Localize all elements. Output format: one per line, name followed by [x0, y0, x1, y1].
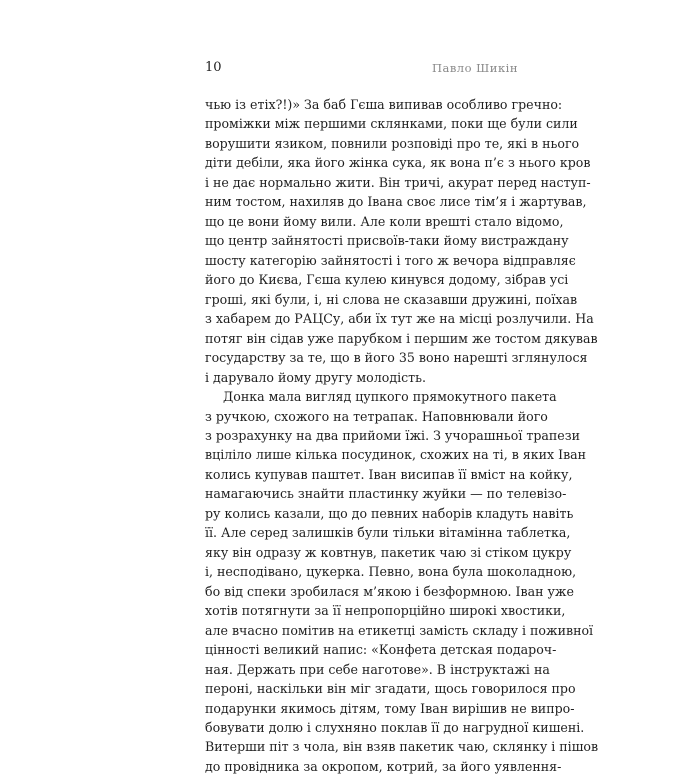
text-line: гроші, які були, і, ні слова не сказавши дружині, поїхав — [205, 291, 578, 307]
text-line: намагаючись знайти пластинку жуйки — по телевізо- — [205, 486, 567, 502]
text-line: проміжки між першими склянками, поки ще були сили — [205, 116, 578, 132]
text-line: з розрахунку на два прийоми їжі. З учорашньої трапези — [205, 427, 581, 443]
text-line: і дарувало йому другу молодість. — [205, 369, 426, 385]
text-line: і, несподівано, цукерка. Певно, вона була шоколадною, — [205, 564, 577, 580]
text-line: його до Києва, Гєша кулею кинувся додому, зібрав усі — [205, 272, 569, 288]
page-number: 10 — [205, 60, 222, 75]
text-line: яку він одразу ж ковтнув, пакетик чаю зі стіком цукру — [205, 544, 572, 560]
text-line: з хабарем до РАЦСу, аби їх тут же на місці розлучили. На — [205, 311, 594, 327]
text-line: Витерши піт з чола, він взяв пакетик чаю, склянку і пішов — [205, 739, 599, 755]
text-line: бо від спеки зробилася м’якою і безформною. Іван уже — [205, 583, 574, 599]
page-header — [205, 60, 518, 78]
text-line: потяг він сідав уже парубком і першим же тостом дякував — [205, 330, 598, 346]
text-line: чью із етіх?!)» За баб Гєша випивав особливо гречно: — [205, 97, 563, 112]
text-line: що центр зайнятості присвоїв-таки йому вистраждану — [205, 233, 569, 249]
text-line: шосту категорію зайнятості і того ж вечора відправляє — [205, 252, 576, 268]
text-line: колись купував паштет. Іван висипав її вміст на койку, — [205, 466, 573, 482]
text-line: діти дебіли, яка його жінка сука, як вона п’є з нього кров — [205, 155, 591, 171]
text-line: ная. Держать при себе наготове». В інструктажі на — [205, 661, 550, 677]
text-line: і не дає нормально жити. Він тричі, акурат перед наступ- — [205, 174, 591, 190]
text-line: цінності великий напис: «Конфета детская подароч- — [205, 642, 557, 658]
text-line: государству за те, що в його 35 воно нарешті зглянулося — [205, 350, 588, 366]
text-line: хотів потягнути за її непропорційно широкі хвостики, — [205, 603, 566, 619]
text-line: ру колись казали, що до певних наборів кладуть навіть — [205, 505, 574, 521]
body-text — [205, 95, 599, 776]
text-line: до провідника за окропом, котрий, за його уявлення- — [205, 758, 562, 774]
text-line: пероні, наскільки він міг згадати, щось говорилося про — [205, 681, 576, 697]
text-line: вціліло лише кілька посудинок, схожих на ті, в яких Іван — [205, 447, 587, 463]
text-line: що це вони йому вили. Але коли врешті стало відомо, — [205, 213, 564, 229]
running-head-author: Павло Шикін — [431, 61, 518, 75]
text-line: її. Але серед залишків були тільки вітамінна таблетка, — [205, 525, 571, 541]
text-line: подарунки якимось дітям, тому Іван вирішив не випро- — [205, 700, 575, 716]
text-line: Донка мала вигляд цупкого прямокутного пакета — [223, 389, 557, 405]
text-line: ним тостом, нахиляв до Івана своє лисе тім’я і жартував, — [205, 194, 587, 210]
text-line: ворушити язиком, повнили розповіді про те, які в нього — [205, 135, 580, 151]
text-line: бовувати долю і слухняно поклав її до нагрудної кишені. — [205, 720, 585, 735]
text-line: з ручкою, схожого на тетрапак. Наповнювали його — [205, 408, 548, 424]
text-line: але вчасно помітив на етикетці замість складу і поживної — [205, 622, 594, 638]
